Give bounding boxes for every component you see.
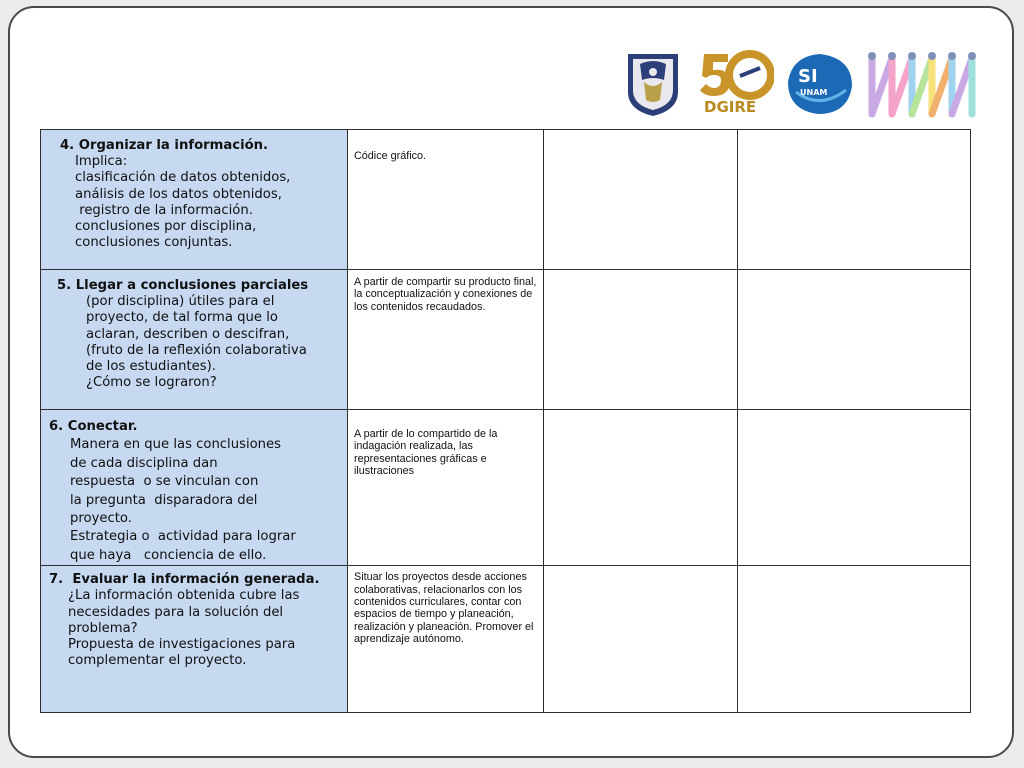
strategy-cell [348, 410, 544, 566]
step-line: proyecto. [70, 511, 132, 527]
step-line: (por disciplina) útiles para el [86, 294, 275, 310]
step-line: complementar el proyecto. [68, 653, 247, 669]
empty-cell [544, 566, 738, 713]
step-line: conclusiones por disciplina, [75, 219, 257, 235]
empty-cell [544, 270, 738, 410]
step-line: Propuesta de investigaciones para [68, 637, 296, 653]
empty-cell [738, 410, 971, 566]
unam-seal-icon [624, 50, 682, 118]
step-line: conclusiones conjuntas. [75, 235, 233, 251]
step-line: registro de la información. [75, 202, 253, 218]
strategy-text: Situar los proyectos desde acciones colaborativas, relacionarlos con los contenidos curriculares, contar con espacios de tiempo y planeación, realización y planeación. Promover el aprendizaje autónomo. [354, 571, 534, 646]
step-heading: 7. Evaluar la información generada. [49, 572, 320, 588]
step-line: ¿Cómo se lograron? [86, 375, 217, 391]
empty-cell [738, 566, 971, 713]
empty-cell [738, 270, 971, 410]
fifty-anniversary-icon [698, 48, 774, 100]
strategy-text: Códice gráfico. [354, 150, 427, 162]
project-table [40, 129, 971, 713]
dgire-label: DGIRE [704, 98, 757, 116]
strategy-cell [348, 566, 544, 713]
step-description-cell [41, 410, 348, 566]
step-description-cell [41, 130, 348, 270]
step-line: ¿La información obtenida cubre las [68, 588, 300, 604]
logo-bar [620, 48, 1000, 123]
step-line: necesidades para la solución del [68, 604, 284, 620]
table-row [41, 410, 971, 566]
step-line: de los estudiantes). [86, 359, 216, 375]
step-heading: 4. Organizar la información. [60, 138, 269, 153]
step-line: (fruto de la reflexión colaborativa [86, 342, 307, 358]
si-label: SI [798, 66, 818, 87]
table-row [41, 566, 971, 713]
colored-stripes-icon [866, 50, 996, 120]
step-line: Implica: [75, 154, 128, 170]
strategy-text: A partir de lo compartido de la indagación realizada, las representaciones gráficas e ilustraciones [354, 428, 498, 478]
step-line: Manera en que las conclusiones [70, 437, 282, 453]
step-line: aclaran, describen o descifran, [86, 326, 290, 342]
step-line: que haya conciencia de ello. [70, 547, 267, 563]
si-badge-icon [786, 52, 854, 116]
step-line: la pregunta disparadora del [70, 492, 258, 508]
empty-cell [544, 130, 738, 270]
table-row [41, 130, 971, 270]
step-heading: 5. Llegar a conclusiones parciales [57, 278, 309, 293]
si-unam-logo [786, 52, 854, 116]
strategy-cell [348, 130, 544, 270]
step-description-cell [41, 566, 348, 713]
step-line: problema? [68, 620, 138, 636]
dgire-50-logo [698, 48, 774, 118]
step-line: proyecto, de tal forma que lo [86, 310, 278, 326]
empty-cell [738, 130, 971, 270]
step-description-cell [41, 270, 348, 410]
strategy-cell [348, 270, 544, 410]
step-line: análisis de los datos obtenidos, [75, 186, 282, 202]
step-line: Estrategia o actividad para lograr [70, 529, 296, 545]
step-heading: 6. Conectar. [49, 419, 138, 434]
step-line: respuesta o se vinculan con [70, 474, 259, 490]
table-row [41, 270, 971, 410]
step-line: de cada disciplina dan [70, 455, 218, 471]
strategy-text: A partir de compartir su producto final, la conceptualización y conexiones de los contenidos recaudados. [354, 276, 537, 313]
empty-cell [544, 410, 738, 566]
si-sub-label: UNAM [800, 88, 828, 97]
step-line: clasificación de datos obtenidos, [75, 170, 291, 186]
